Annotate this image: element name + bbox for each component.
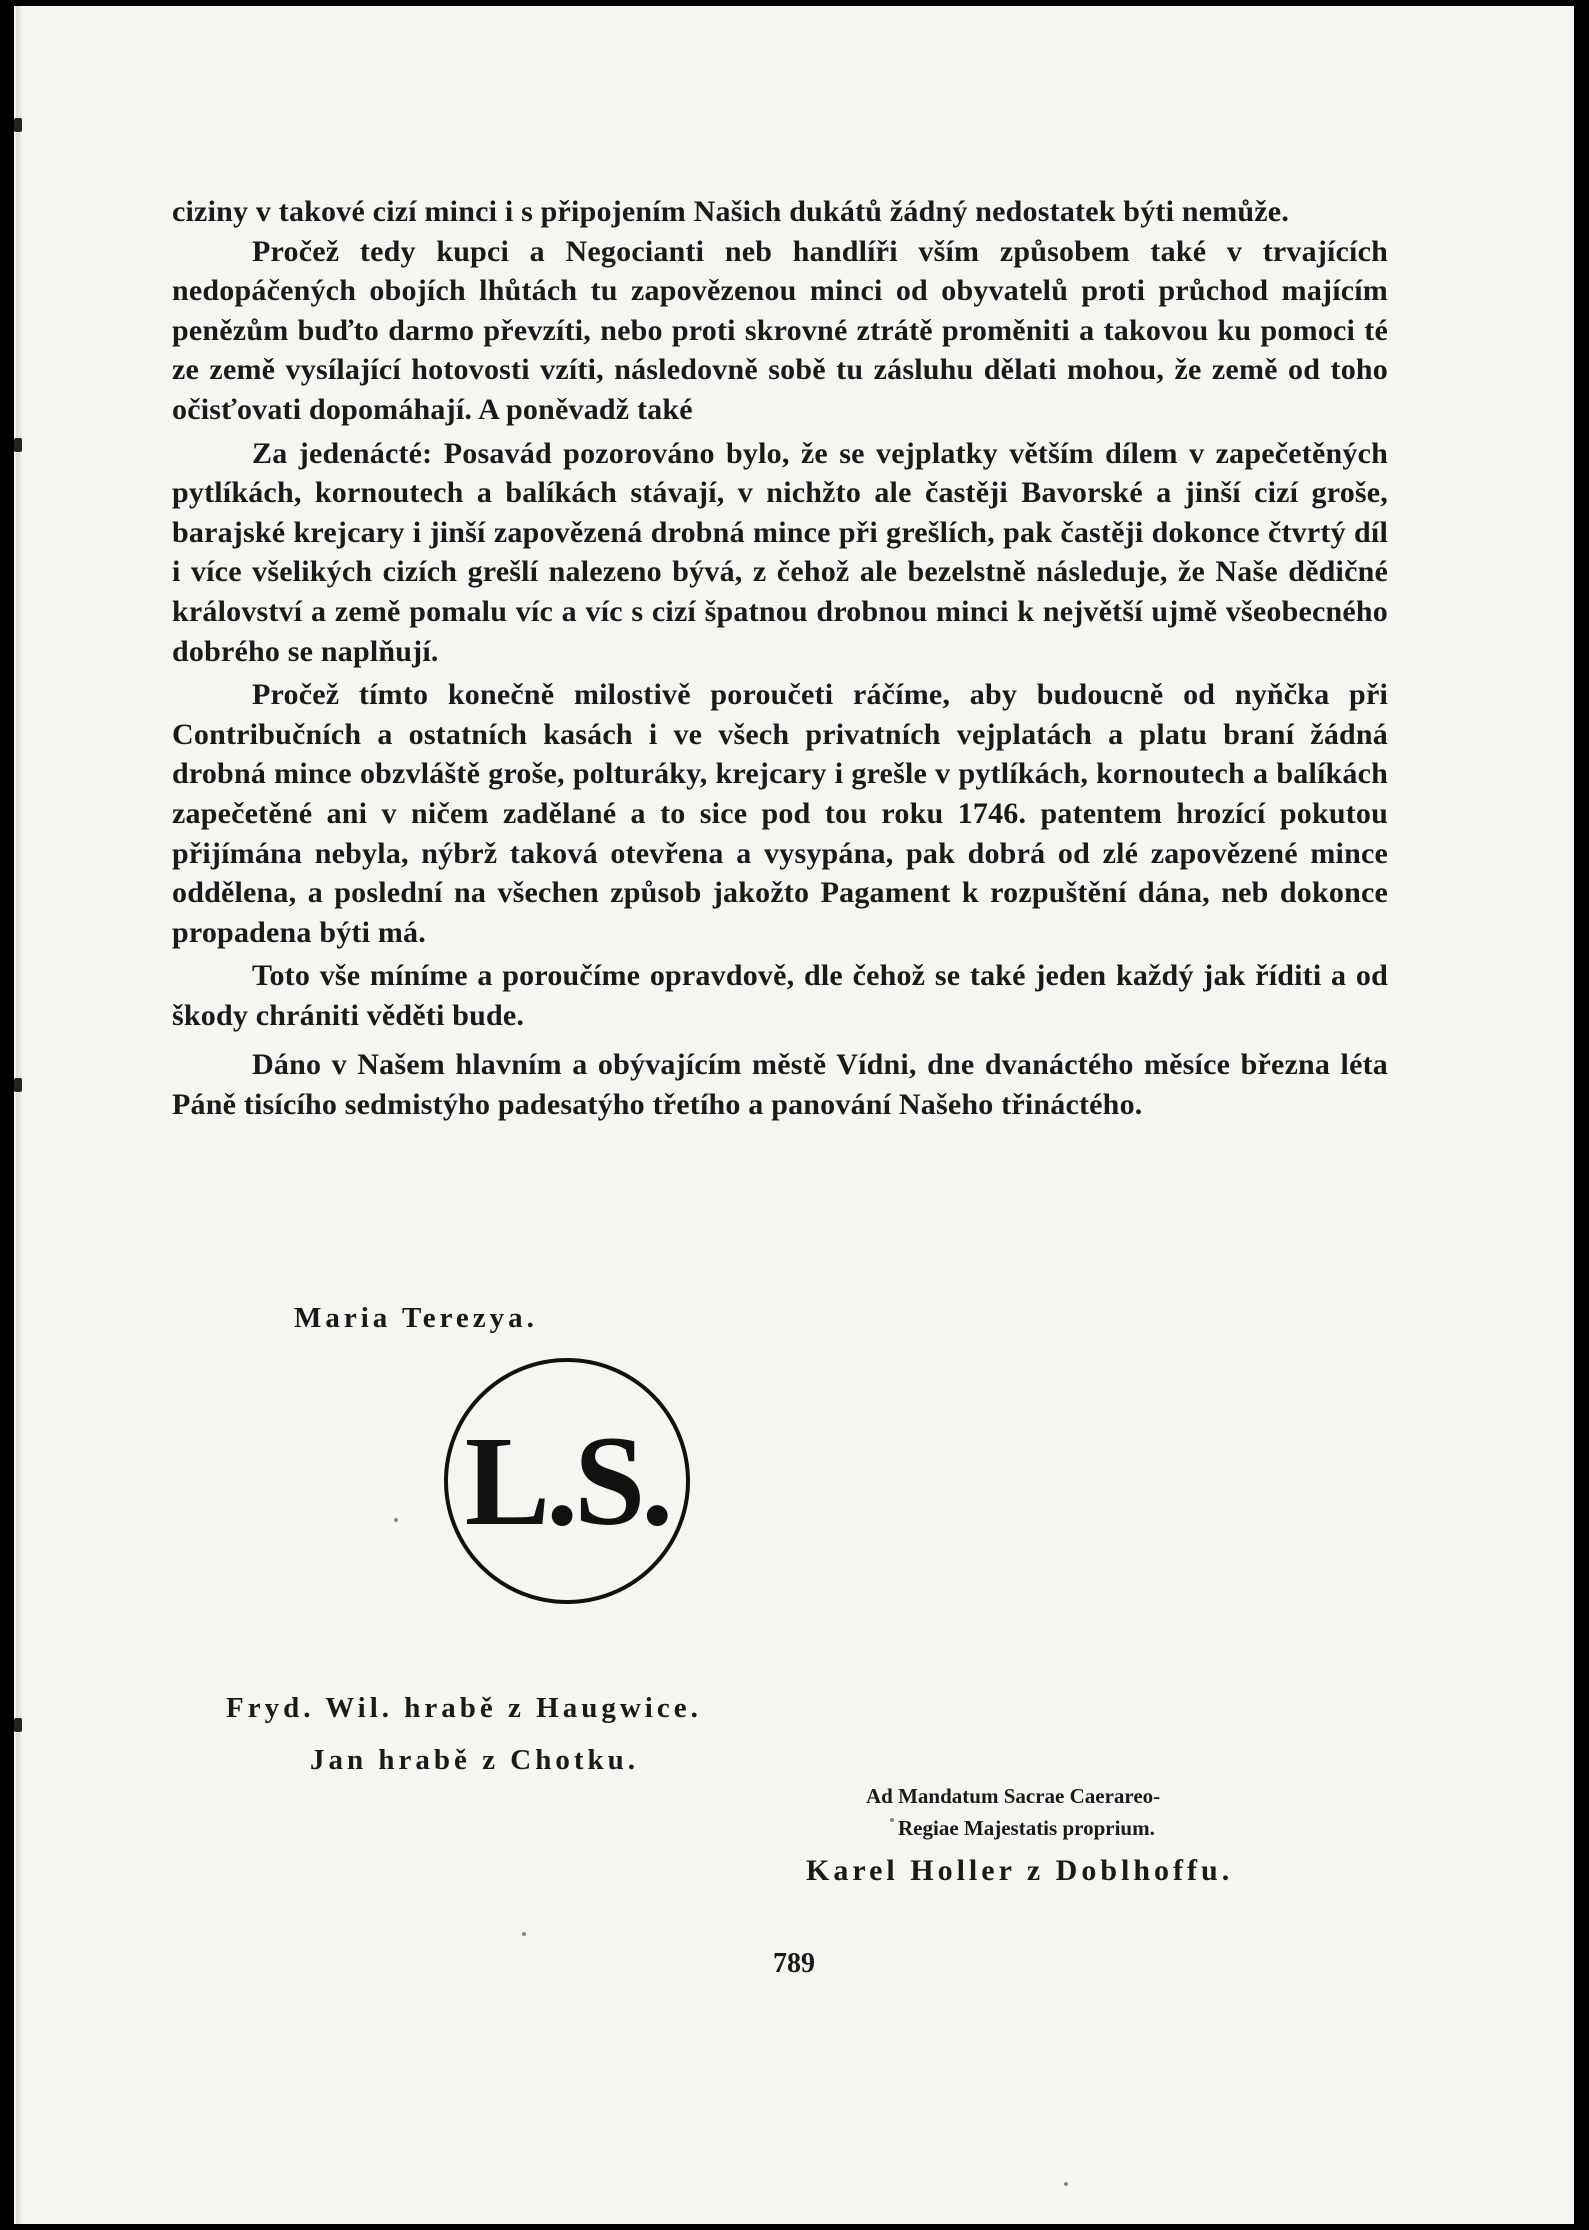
seal-ls (444, 1358, 690, 1604)
secretary-signature: Karel Holler z Doblhoffu. (806, 1854, 1234, 1887)
paper-speck (394, 1518, 398, 1522)
binding-mark (14, 1718, 22, 1732)
decree-body (172, 192, 1388, 1125)
paragraph-dating: Dáno v Našem hlavním a obývajícím městě Vídni, dne dvanáctého měsíce března léta Páně tisícího sedmistýho padesatýho třetího a panování Našeho třináctého. (172, 1048, 1388, 1122)
binding-mark (14, 438, 22, 452)
paragraph: Toto vše míníme a poroučíme opravdově, dle čehož se také jeden každý jak říditi a od škody chrániti věděti bude. (172, 959, 1388, 1032)
countersignature-chotek: Jan hrabě z Chotku. (310, 1744, 639, 1776)
paragraph-continuation: ciziny v takové cizí minci i s připojením Našich dukátů žádný nedostatek býti nemůže. (172, 195, 1290, 228)
sovereign-signature: Maria Terezya. (294, 1302, 538, 1334)
paper-speck (522, 1932, 526, 1936)
seal-text: L.S. (464, 1409, 670, 1552)
mandate-line: Ad Mandatum Sacrae Caerareo- (866, 1784, 1161, 1808)
binding-mark (14, 1078, 22, 1092)
page-binding-edge (16, 6, 22, 2224)
page-number: 789 (773, 1948, 815, 1979)
paragraph: Pročež tímto konečně milostivě poroučeti ráčíme, aby budoucně od nyňčka při Contribučních a ostatních kasách i ve všech privatních vejplatách a platu braní žádná drobná mince obzvláště groše, polturáky, krejcary i grešle v pytlíkách, kornoutech a balíkách zapečetěné ani v ničem zadělané a to sice pod tou roku 1746. patentem hrozící pokutou přijímána nebyla, nýbrž taková otevřena a vysypána, pak dobrá od zlé zapovězené mince oddělena, a poslední na všechen způsob jakožto Pagament k rozpuštění dána, neb dokonce propadena býti má. (172, 678, 1388, 949)
paragraph: Za jedenácté: Posavád pozorováno bylo, že se vejplatky větším dílem v zapečetěných pytlíkách, kornoutech a balíkách stávají, v nichžto ale častěji Bavorské a jinší cizí groše, barajské krejcary i jinší zapovězená drobná mince při grešlích, pak častěji dokonce čtvrtý díl i více všelikých cizích grešlí nalezeno bývá, z čehož ale bezelstně následuje, že Naše dědičné království a země pomalu víc a víc s cizí špatnou drobnou minci k největší ujmě všeobecného dobrého se naplňují. (172, 436, 1388, 668)
document-page (14, 6, 1574, 2224)
binding-mark (14, 118, 22, 132)
mandate-line: Regiae Majestatis proprium. (898, 1816, 1155, 1840)
paragraph: Pročež tedy kupci a Negocianti neb handlíři vším způsobem také v trvajících nedopáčených obojích lhůtách tu zapovězenou minci od obyvatelů proti průchod majícím penězům buďto darmo převzíti, nebo proti skrovné ztrátě proměniti a takovou ku pomoci té ze země vysílající hotovosti vzíti, následovně sobě tu zásluhu dělati mohou, že země od toho očisťovati dopomáhají. A poněvadž také (172, 234, 1388, 426)
paper-speck (1064, 2182, 1068, 2186)
countersignature-haugwitz: Fryd. Wil. hrabě z Haugwice. (226, 1692, 702, 1724)
paper-speck (890, 1818, 894, 1822)
